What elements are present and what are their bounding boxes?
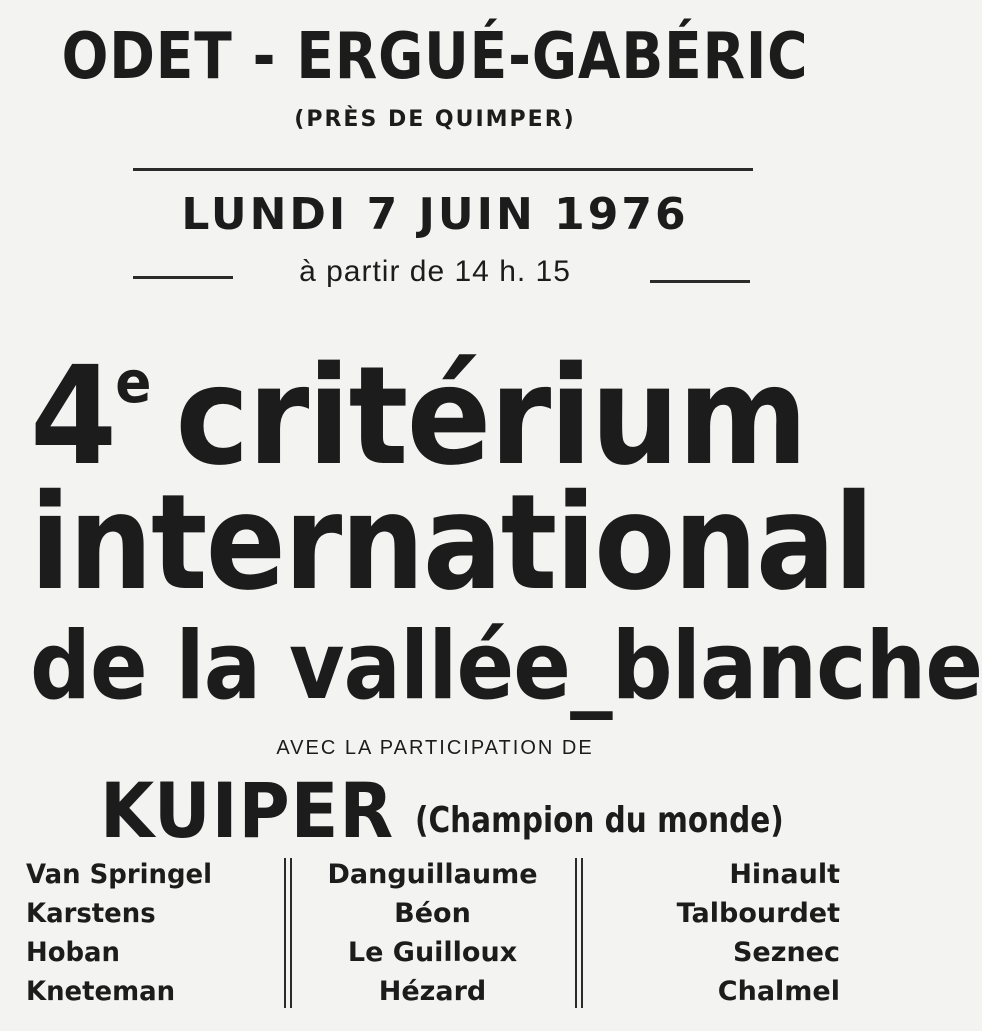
column-divider [290,858,292,1008]
column-divider [581,858,583,1008]
dash-right [650,280,750,283]
start-time: à partir de 14 h. 15 [299,255,571,288]
rider-name: Kneteman [26,976,176,1007]
event-date: LUNDI 7 JUIN 1976 [181,189,689,240]
title-line-2: international [30,466,873,620]
title-line-3: de la vallée_blanche [30,612,982,721]
column-divider [575,858,577,1008]
star-rider-note: (Champion du monde) [415,800,784,841]
rider-name: Chalmel [717,976,840,1007]
riders-column-1 [26,855,256,1011]
title-word-criterium: critérium [175,338,807,496]
rider-name: Hinault [729,859,840,890]
title-number: 4 [30,338,116,496]
rider-name: Van Springel [26,859,212,890]
rider-name: Béon [394,898,471,929]
column-divider [284,858,286,1008]
town-heading: ODET - ERGUÉ-GABÉRIC [61,20,809,94]
region-subheading: (PRÈS DE QUIMPER) [294,107,576,132]
rider-name: Hoban [26,937,121,968]
riders-column-3 [600,855,840,1011]
rider-name: Seznec [732,937,840,968]
rider-name: Talbourdet [676,898,840,929]
riders-column-2 [300,855,565,1011]
participation-label: AVEC LA PARTICIPATION DE [276,737,594,759]
title-ordinal: e [115,348,152,416]
rider-name: Danguillaume [327,859,538,890]
divider-line [133,168,753,171]
star-rider-name: KUIPER [100,766,395,855]
rider-name: Le Guilloux [347,937,518,968]
rider-name: Karstens [26,898,156,929]
rider-name: Hézard [378,976,487,1007]
